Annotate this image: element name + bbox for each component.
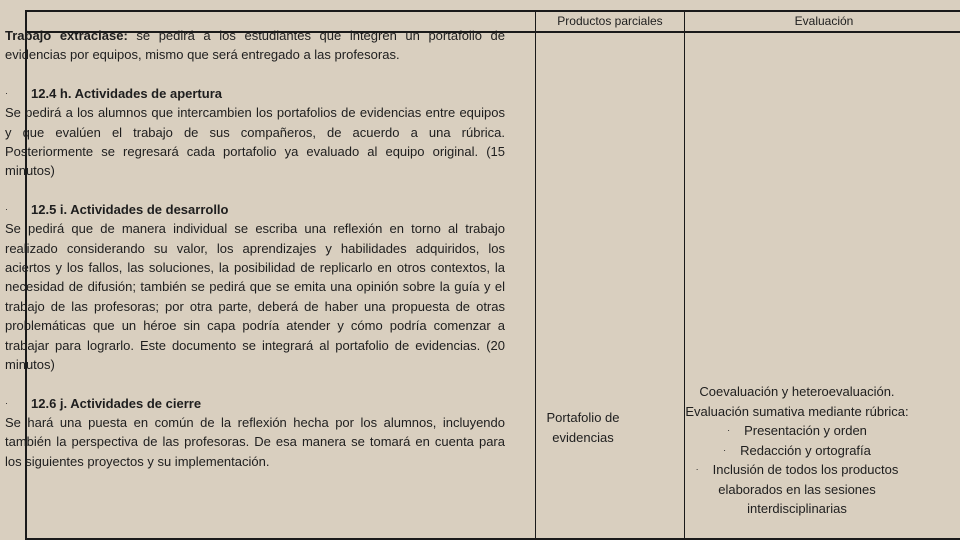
bullet-icon: · [723,444,727,455]
header-productos: Productos parciales [557,14,663,28]
intro-paragraph [5,26,505,65]
evaluacion-line: elaborados en las sesiones [718,481,876,497]
section-body: Se pedirá a los alumnos que intercambien los portafolios de evidencias entre equipos y que evalúen el trabajo de sus compañeros, de acuerdo a una rúbrica. Posteriormente se regresará cada portafolio ya evaluado al equipo original. (15 minutos) [5,105,505,179]
evaluacion-line: interdisciplinarias [747,501,847,516]
producto-line: evidencias [552,429,614,445]
intro-text: se pedirá a los estudiantes que integren un portafolio de evidencias por equipos, mismo que será entregado a las profesoras. [5,28,505,63]
section-title: · 12.5 i. Actividades de desarrollo [5,200,505,219]
column-divider [535,12,536,538]
bullet-icon: · [695,464,699,474]
section-title: · 12.6 j. Actividades de cierre [5,394,505,413]
producto-cell [509,408,657,447]
activities-column [5,26,505,471]
bullet-icon: · [727,425,731,435]
producto-line: Portafolio de [546,410,620,425]
bullet-icon: · [5,87,8,98]
bullet-icon: · [5,203,8,214]
header-evaluacion: Evaluación [794,14,854,28]
evaluacion-line: Evaluación sumativa mediante rúbrica: [685,403,909,419]
criteria-item: · Inclusión de todos los productos [695,462,899,477]
criteria-item: · Redacción y ortografía [723,442,871,458]
evaluacion-line: Coevaluación y heteroevaluación. [699,384,895,399]
section-title: · 12.4 h. Actividades de apertura [5,84,505,103]
bullet-icon: · [5,397,8,408]
section-body: Se pedirá que de manera individual se escriba una reflexión en torno al trabajo realizado considerando su valor, los aprendizajes y habilidades adquiridos, los aciertos y los fallos, las soluciones, la posibilidad de replicarlo en otros contextos, la necesidad de difusión; también se pedirá que se emita una opinión sobre la guía y el trabajo de las profesoras; por otra parte, deberá de haber una propuesta de otras problemáticas que un héroe sin capa podría atender y cómo podría comenzar a trabajar para lograrlo. Este documento se integrará al portafolio de evidencias. (20 minutos) [5,221,505,373]
section-body: Se hará una puesta en común de la reflexión hecha por los alumnos, incluyendo también la perspectiva de las profesoras. De esa manera se tomará en cuenta para los siguientes proyectos y su implementación. [5,414,505,469]
evaluacion-cell [658,382,936,519]
intro-label: Trabajo extraclase: [5,28,128,43]
criteria-item: · Presentación y orden [727,423,867,438]
